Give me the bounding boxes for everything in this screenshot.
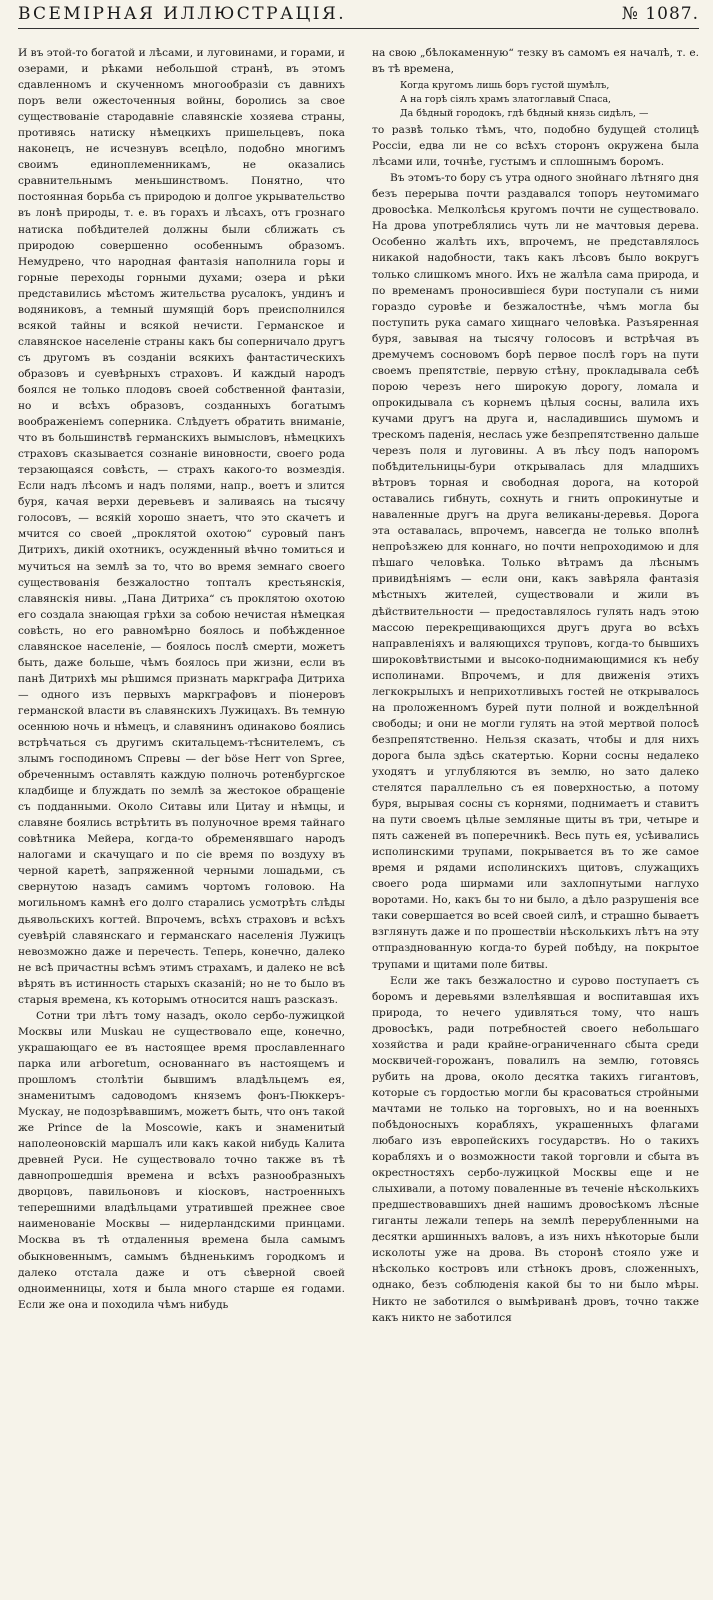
verse-line: Да бѣдный городокъ, гдѣ бѣдный князь сидѣлъ, — (400, 108, 649, 120)
verse-line: А на горѣ сіялъ храмъ златоглавый Спаса, (400, 94, 612, 106)
article-columns (18, 45, 699, 1595)
paragraph: то развѣ только тѣмъ, что, подобно будущей столицѣ Россіи, едва ли не со всѣхъ сторонъ окружена была лѣсами или, точнѣе, густымъ и сплошнымъ боромъ. (372, 124, 699, 169)
verse-quote (400, 79, 699, 121)
right-column (372, 45, 699, 1595)
paragraph: Если же такъ безжалостно и сурово поступаетъ съ боромъ и деревьями взлелѣявшая и воспитавшая ихъ природа, то нечего удивляться тому, что нашъ дровосѣкъ, ради потребностей своего небольшаго хозяйства и ради крайне-ограниченнаго сбыта среди москвичей-горожанъ, повалилъ на землю, готовясь рубить на дрова, около десятка такихъ гигантовъ, которые съ гордостью могли бы красоваться стройными мачтами не только на торговыхъ, но и на военныхъ побѣдоносныхъ корабляхъ, украшенныхъ флагами любаго изъ европейскихъ государствъ. Но о такихъ корабляхъ и о возможности такой торговли и сбыта въ окрестностяхъ сербо-лужицкой Москвы еще и не слыхивали, а потому поваленные въ теченіе нѣсколькихъ предшествовавшихъ дней нашимъ дровосѣкомъ лѣсные гиганты лежали теперь на землѣ перерубленными на десятки аршинныхъ валовъ, а изъ нихъ нѣкоторые были исколоты уже на дрова. Въ сторонѣ стояло уже и нѣсколько костровъ или стѣнокъ дровъ, сложенныхъ, однако, безъ соблюденія какой бы то ни было мѣры. Никто не заботился о вымѣриванѣ дровъ, точно также какъ никто не заботился (372, 974, 699, 1324)
paragraph: Въ этомъ-то бору съ утра одного знойнаго лѣтняго дня безъ перерыва почти раздавался топоръ неутомимаго дровосѣка. Мелколѣсья кругомъ почти не существовало. На дрова употреблялись чуть ли не мачтовыя дерева. Особенно жалѣть ихъ, впрочемъ, не представлялось никакой надобности, такъ какъ лѣсовъ было вокругъ только слишкомъ много. Ихъ не жалѣла сама природа, и по временамъ проносившіеся бури поступали съ ними гораздо суровѣе и безжалостнѣе, чѣмъ могла бы поступить рука самаго хищнаго человѣка. Разъяренная буря, завывая на тысячу голосовъ и встрѣчая въ дремучемъ сосновомъ борѣ первое послѣ горъ на пути своемъ препятствіе, первую стѣну, прокладывала себѣ порою черезъ него широкую дорогу, ломала и опрокидывала съ корнемъ цѣлыя сосны, валила ихъ кучами другъ на друга и, насладившись шумомъ и трескомъ паденія, неслась уже безпрепятственно дальше черезъ поля и луговины. А въ лѣсу подъ напоромъ побѣдительницы-бури открывалась для младшихъ вѣтровъ торная и свободная дорога, на которой оставались гибнуть, сохнуть и гнить опрокинутые и наваленные другъ на друга великаны-деревья. Дорога эта оставалась, впрочемъ, навсегда не только вполнѣ непроѣзжею для коннаго, но почти непроходимою и для пѣшаго человѣка. Только вѣтрамъ да лѣснымъ привидѣніямъ — если они, какъ завѣряла фантазія мѣстныхъ жителей, существовали и жили въ дѣйствительности — предоставлялось гулять надъ этою массою перекрещивающихся другъ друга во всѣхъ направленіяхъ и валяющихся труповъ, когда-то бывшихъ широковѣтвистыми и высоко-поднимающимися къ небу исполинами. Впрочемъ, и для движенія этихъ легкокрылыхъ и неприхотливыхъ гостей не открывалось на проложенномъ бурей пути полной и вожделѣнной свободы; и они не могли гулять на этой мертвой полосѣ безпрепятственно. Нельзя сказать, чтобы и для нихъ дорога была здѣсь скатертью. Корни сосны недалеко уходятъ и углубляются въ землю, но зато далеко стелятся параллельно съ ея поверхностью, а потому буря, вырывая сосны съ корнями, поднимаетъ и ставитъ на пути своемъ цѣлые земляные щиты въ три, четыре и пять саженей въ поперечникѣ. Весь путь ея, усѣивались исполинскими трупами, покрывается въ то же самое время и рядами исполинскихъ щитовъ, служащихъ своего рода ширмами или захлопнутыми наглухо воротами. Но, какъ бы то ни было, а дѣло разрушенія все таки совершается во всей своей силѣ, и страшно бываетъ взглянуть даже и по прошествіи нѣсколькихъ лѣтъ на эту отпразднованную когда-то бурей побѣду, на покрытое трупами и щитами поле битвы. (372, 172, 699, 971)
paragraph: на свою „бѣлокаменную“ тезку въ самомъ ея началѣ, т. е. въ тѣ времена, (372, 47, 699, 76)
paragraph: И въ этой-то богатой и лѣсами, и луговинами, и горами, и озерами, и рѣками небольшой странѣ, въ этомъ сдавленномъ и скученномъ многообразіи съ давнихъ поръ вели ожесточенныя войны, боролись за свое существованіе стародавніе славянскіе хозяева страны, противясь натиску нѣмецкихъ пришельцевъ, пока наконецъ, не исчезнувъ всецѣло, подобно многимъ своимъ единоплеменникамъ, не оказались сравнительнымъ меньшинствомъ. Понятно, что постоянная борьба съ природою и долгое укрывательство въ лонѣ природы, т. е. въ горахъ и лѣсахъ, отъ грознаго натиска побѣдителей должны были сближать съ природою совершенно особеннымъ образомъ. Немудрено, что народная фантазія наполнила горы и горные переходы горными духами; озера и рѣки представились мѣстомъ жительства русалокъ, ундинъ и водяниковъ, а темный шумящій боръ преисполнился всякой тайны и всякой нечисти. Германское и славянское населеніе страны какъ бы соперничало другъ съ другомъ въ созданіи всякихъ фантастическихъ образовъ и суевѣрныхъ страховъ. И каждый народъ боялся не только плодовъ своей собственной фантазіи, но и всѣхъ образовъ, созданныхъ богатымъ воображеніемъ соперника. Слѣдуетъ обратить вниманіе, что въ большинствѣ германскихъ вымысловъ, нѣмецкихъ страховъ сказывается сознаніе виновности, своего рода терзающаяся совѣсть, — страхъ какого-то возмездія. Если надъ лѣсомъ и надъ полями, напр., воетъ и злится буря, качая верхи деревьевъ и заливаясь на тысячу голосовъ, — всякій хорошо знаетъ, что это скачетъ и мчится со своей „проклятой охотою“ суровый панъ Дитрихъ, дикій охотникъ, осужденный вѣчно томиться и мучиться на землѣ за то, что во время земнаго своего существованія безжалостно топталъ крестьянскія, славянскія нивы. „Пана Дитриха“ съ проклятою охотою его создала знающая грѣхи за собою нечистая нѣмецкая совѣсть, но его равномѣрно боялось и побѣжденное славянское населеніе, — боялось послѣ смерти, можетъ быть, даже больше, чѣмъ боялось при жизни, если въ панѣ Дитрихѣ мы рѣшимся признать маркграфа Дитриха — одного изъ первыхъ маркграфовъ и піонеровъ германской власти въ славянскихъ Лужицахъ. Въ темную осеннюю ночь и нѣмецъ, и славянинъ одинаково боялись встрѣчаться съ другимъ скитальцемъ-тѣснителемъ, съ злымъ господиномъ Спревы — der böse Herr von Spree, обреченнымъ оставлять каждую полночь ротенбургское кладбище и блуждать по землѣ за жестокое обращеніе съ подданными. Около Ситавы или Цитау и нѣмцы, и славяне боялись встрѣтить въ полуночное время тайнаго совѣтника Мейера, когда-то обременявшаго народъ налогами и скачущаго и по сіе время по воздуху въ черной каретѣ, запряженной черными лошадьми, съ свернутою назадъ самимъ чортомъ головою. На могильномъ камнѣ его долго старались усмотрѣть слѣды дьявольскихъ когтей. Впрочемъ, всѣхъ страховъ и всѣхъ суевѣрій славянскаго и германскаго населенія Лужицъ невозможно даже и перечесть. Теперь, конечно, далеко не всѣ причастны всѣмъ этимъ страхамъ, и далеко не всѣ вѣрять въ истинность старыхъ сказаній; но не то было въ старыя времена, къ которымъ относится нашъ разсказъ. (18, 47, 345, 1006)
left-column (18, 45, 345, 1595)
page-header (18, 0, 699, 29)
journal-title: ВСЕМIРНАЯ ИЛЛЮСТРАЦIЯ. (18, 4, 347, 24)
issue-number: № 1087. (621, 4, 699, 24)
paragraph: Сотни три лѣтъ тому назадъ, около сербо-лужицкой Москвы или Muskau не существовало еще, конечно, украшающаго ее въ настоящее время прославленнаго парка или arboretum, основаннаго въ настоящемъ и прошломъ столѣтіи бывшимъ владѣльцемъ ея, знаменитымъ садоводомъ княземъ фонъ-Пюккеръ-Мускау, не подозрѣвавшимъ, можетъ быть, что онъ такой же Prince de la Moscowie, какъ и знаменитый наполеоновскій маршалъ или какъ какой нибудь Калита древней Руси. Не существовало точно также въ тѣ давнопрошедшія времена и всѣхъ разнообразныхъ дворцовъ, павильоновъ и кіосковъ, настроенныхъ теперешними владѣльцами утратившей прежнее свое наименованіе Москвы — нидерландскими принцами. Москва въ тѣ отдаленныя времена была самымъ обыкновеннымъ, самымъ бѣдненькимъ городкомъ и далеко отстала даже и отъ сѣверной своей одноименницы, хотя и была много старше ея годами. Если же она и походила чѣмъ нибудь (18, 1009, 345, 1311)
verse-line: Когда кругомъ лишь боръ густой шумѣлъ, (400, 80, 610, 92)
